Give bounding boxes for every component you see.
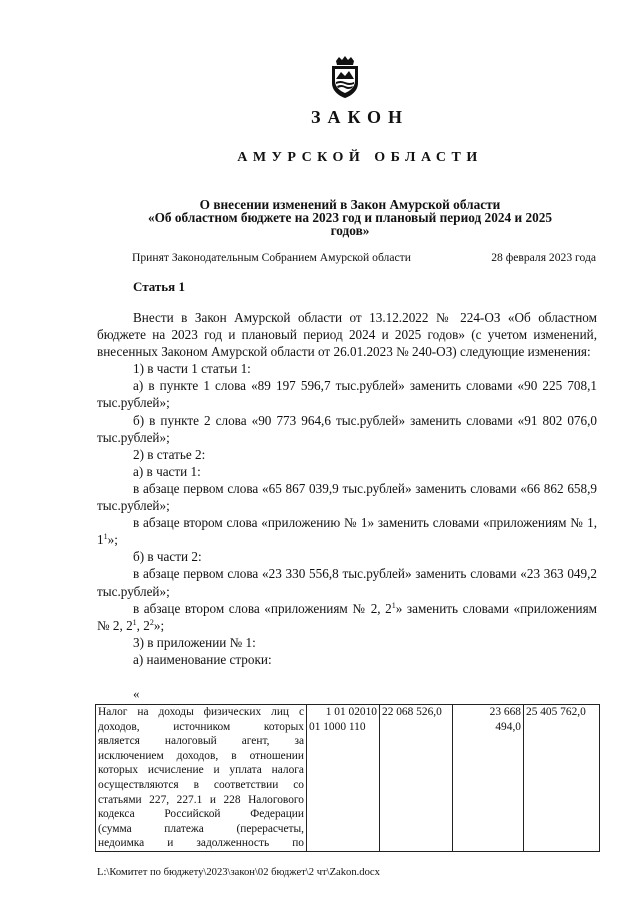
article-title: Статья 1 — [133, 279, 185, 294]
budget-code-cell — [307, 705, 380, 852]
item-2a-1: в абзаце первом слова «65 867 039,9 тыс.рублей» заменить словами «66 862 658,9 тыс.рублей»; — [97, 480, 597, 514]
value-2025-cell: 25 405 762,0 — [524, 705, 600, 852]
article-body — [97, 309, 597, 668]
item-3a: а) наименование строки: — [133, 651, 272, 667]
law-title: ЗАКОН — [310, 107, 410, 127]
adopted-date: 28 февраля 2023 года — [491, 251, 596, 264]
item-2b-1: в абзаце первом слова «23 330 556,8 тыс.рублей» заменить словами «23 363 049,2 тыс.рублей»; — [97, 566, 597, 599]
text-run: в абзаце втором слова «приложениям № 2, 2 — [133, 600, 392, 616]
name-line: исключением доходов, в отношении — [98, 749, 304, 762]
name-line: Налог на доходы физических лиц с — [98, 706, 304, 718]
superscript: 1 — [132, 617, 137, 627]
name-line: статьями 227, 227.1 и 228 Налогового — [98, 793, 304, 806]
item-2b: б) в части 2: — [133, 549, 202, 565]
item-1: 1) в части 1 статьи 1: — [133, 361, 251, 377]
item-2: 2) в статье 2: — [133, 446, 206, 462]
coat-of-arms-icon — [327, 55, 363, 99]
adoption-line — [132, 251, 596, 264]
value-line: 23 668 — [489, 706, 521, 718]
code-line: 1 01 02010 — [325, 706, 377, 718]
text-run: » заменить словами «приложениям № 2, 2 — [97, 600, 597, 633]
item-1a: а) в пункте 1 слова «89 197 596,7 тыс.рублей» заменить словами «90 225 708,1 тыс.рублей»; — [97, 378, 597, 411]
name-line: недоимка и задолженность по — [98, 837, 304, 850]
name-line: которых исчисление и уплата налога — [98, 764, 304, 777]
table-row — [96, 705, 600, 852]
superscript: 2 — [149, 617, 154, 627]
superscript: 1 — [391, 600, 396, 610]
value-2023-cell: 22 068 526,0 — [380, 705, 453, 852]
income-name-cell — [96, 705, 307, 852]
name-line: кодекса Российской Федерации — [98, 808, 304, 821]
heading-line: годов» — [330, 223, 370, 238]
file-path-footer: L:\Комитет по бюджету\2023\закон\02 бюджет\2 чт\Zakon.docx — [97, 867, 380, 878]
value-line: 494,0 — [495, 720, 521, 733]
code-line: 01 1000 110 — [309, 720, 366, 733]
region-title: АМУРСКОЙ ОБЛАСТИ — [237, 150, 483, 165]
adopted-by: Принят Законодательным Собранием Амурской области — [132, 251, 411, 264]
name-line: является налоговый агент, за — [98, 735, 304, 748]
name-line: (сумма платежа (перерасчеты, — [98, 822, 304, 835]
quote-open: « — [133, 686, 140, 701]
item-1b: б) в пункте 2 слова «90 773 964,6 тыс.рублей» заменить словами «91 802 076,0 тыс.рублей»; — [97, 412, 597, 445]
item-2a: а) в части 1: — [133, 463, 201, 479]
superscript: 1 — [103, 532, 108, 542]
budget-table — [95, 704, 600, 852]
heading-line: О внесении изменений в Закон Амурской области — [199, 197, 501, 212]
name-line: осуществляются в соответствии со — [98, 778, 304, 791]
text-run: »; — [153, 617, 165, 633]
item-2b-2 — [97, 600, 597, 634]
law-heading — [100, 198, 600, 237]
name-line: доходов, источником которых — [98, 720, 304, 733]
item-2a-2 — [97, 514, 597, 548]
article-intro: Внести в Закон Амурской области от 13.12.2022 № 224-ОЗ «Об областном бюджете на 2023 год и плановый период 2024 и 2025 годов» (с учетом изменений, внесенных Законом Амурской области от 26.01.2023 № 240-ОЗ) следующие изменения: — [97, 310, 597, 360]
text-run: в абзаце втором слова «приложению № 1» заменить словами «приложениям № 1, 1 — [97, 515, 597, 548]
value-2024-cell — [453, 705, 524, 852]
text-run: , 2 — [136, 617, 150, 633]
item-3: 3) в приложении № 1: — [133, 634, 256, 650]
text-run: »; — [107, 532, 118, 548]
heading-line: «Об областном бюджете на 2023 год и плановый период 2024 и 2025 — [147, 210, 553, 225]
